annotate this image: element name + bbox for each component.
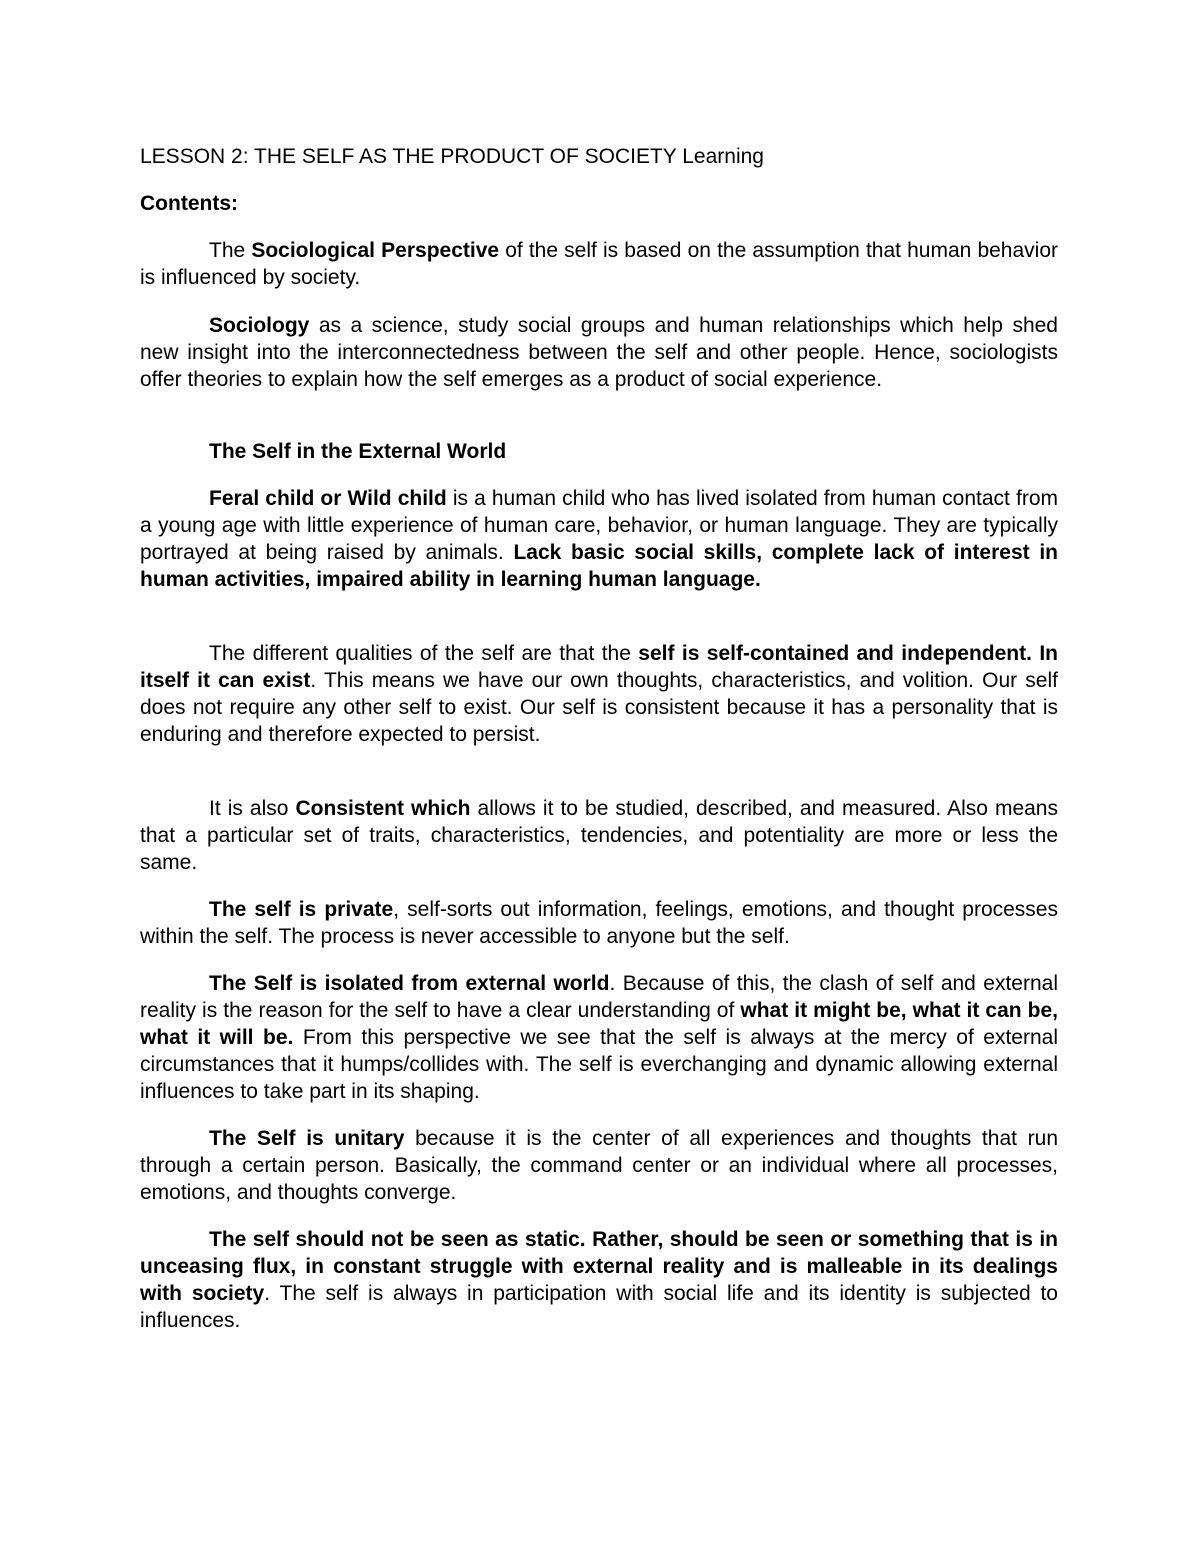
text-run: allows it to be studied, described, and measured. Also means that a particular set of traits, characteristics, tendencies, and potentiality are more or less the same. xyxy=(140,797,1058,874)
text-run: From this perspective we see that the self is always at the mercy of external circumstances that it humps/collides with. The self is everchanging and dynamic allowing external influences to take part in its shaping. xyxy=(140,1026,1058,1103)
text-run: of the self is based on the assumption that human behavior is influenced by society. xyxy=(140,239,1058,289)
text-run: It is also xyxy=(209,797,296,820)
text-run: . Because of this, the clash of self and external reality is the reason for the self to have a clear understanding of xyxy=(140,972,1058,1022)
lesson-title: LESSON 2: THE SELF AS THE PRODUCT OF SOCIETY Learning xyxy=(140,145,764,168)
bold-term: what it might be, what it can be, what it will be. xyxy=(140,999,1058,1049)
text-run: , self-sorts out information, feelings, emotions, and thought processes within the self. The process is never accessible to anyone but the self. xyxy=(140,898,1058,948)
bold-term: Sociology xyxy=(209,314,310,337)
bold-term: The self should not be seen as static. Rather, should be seen or something that is in unceasing flux, in constant struggle with external reality and is malleable in its dealings with society xyxy=(140,1228,1058,1305)
text-run: because it is the center of all experiences and thoughts that run through a certain person. Basically, the command center or an individual where all processes, emotions, and thoughts converge. xyxy=(140,1127,1058,1204)
contents-label: Contents: xyxy=(140,192,238,215)
bold-term: Lack basic social skills, complete lack of interest in human activities, impaired ability in learning human language. xyxy=(140,541,1058,591)
paragraph-consistent xyxy=(140,795,1058,876)
text-run: The different qualities of the self are that the xyxy=(209,642,639,665)
text-run: as a science, study social groups and human relationships which help shed new insight into the interconnectedness between the self and other people. Hence, sociologists offer theories to explain how the self emerges as a product of social experience. xyxy=(140,314,1058,391)
bold-term: Consistent which xyxy=(295,797,471,820)
paragraph-qualities-of-self xyxy=(140,640,1058,748)
subheading-self-external-world: The Self in the External World xyxy=(209,440,507,463)
bold-term: Feral child or Wild child xyxy=(209,487,447,510)
text-run: The xyxy=(209,239,252,262)
text-run: . This means we have our own thoughts, characteristics, and volition. Our self does not require any other self to exist. Our self is consistent because it has a personality that is enduring and therefore expected to persist. xyxy=(140,669,1058,746)
paragraph-sociology xyxy=(140,312,1058,393)
text-run: . The self is always in participation with social life and its identity is subjected to influences. xyxy=(140,1282,1058,1332)
bold-term: The Self is unitary xyxy=(209,1127,405,1150)
paragraph-feral-child xyxy=(140,485,1058,593)
bold-term: The Self is isolated from external world xyxy=(209,972,610,995)
bold-term: Sociological Perspective xyxy=(251,239,500,262)
paragraph-isolated xyxy=(140,970,1058,1105)
paragraph-sociological-perspective xyxy=(140,237,1058,291)
bold-term: self is self-contained and independent. In itself it can exist xyxy=(140,642,1059,692)
paragraph-private xyxy=(140,896,1058,950)
text-run: is a human child who has lived isolated from human contact from a young age with little experience of human care, behavior, or human language. They are typically portrayed at being raised by animals. xyxy=(140,487,1058,564)
paragraph-not-static xyxy=(140,1226,1058,1334)
bold-term: The self is private xyxy=(209,898,394,921)
paragraph-unitary xyxy=(140,1125,1058,1206)
